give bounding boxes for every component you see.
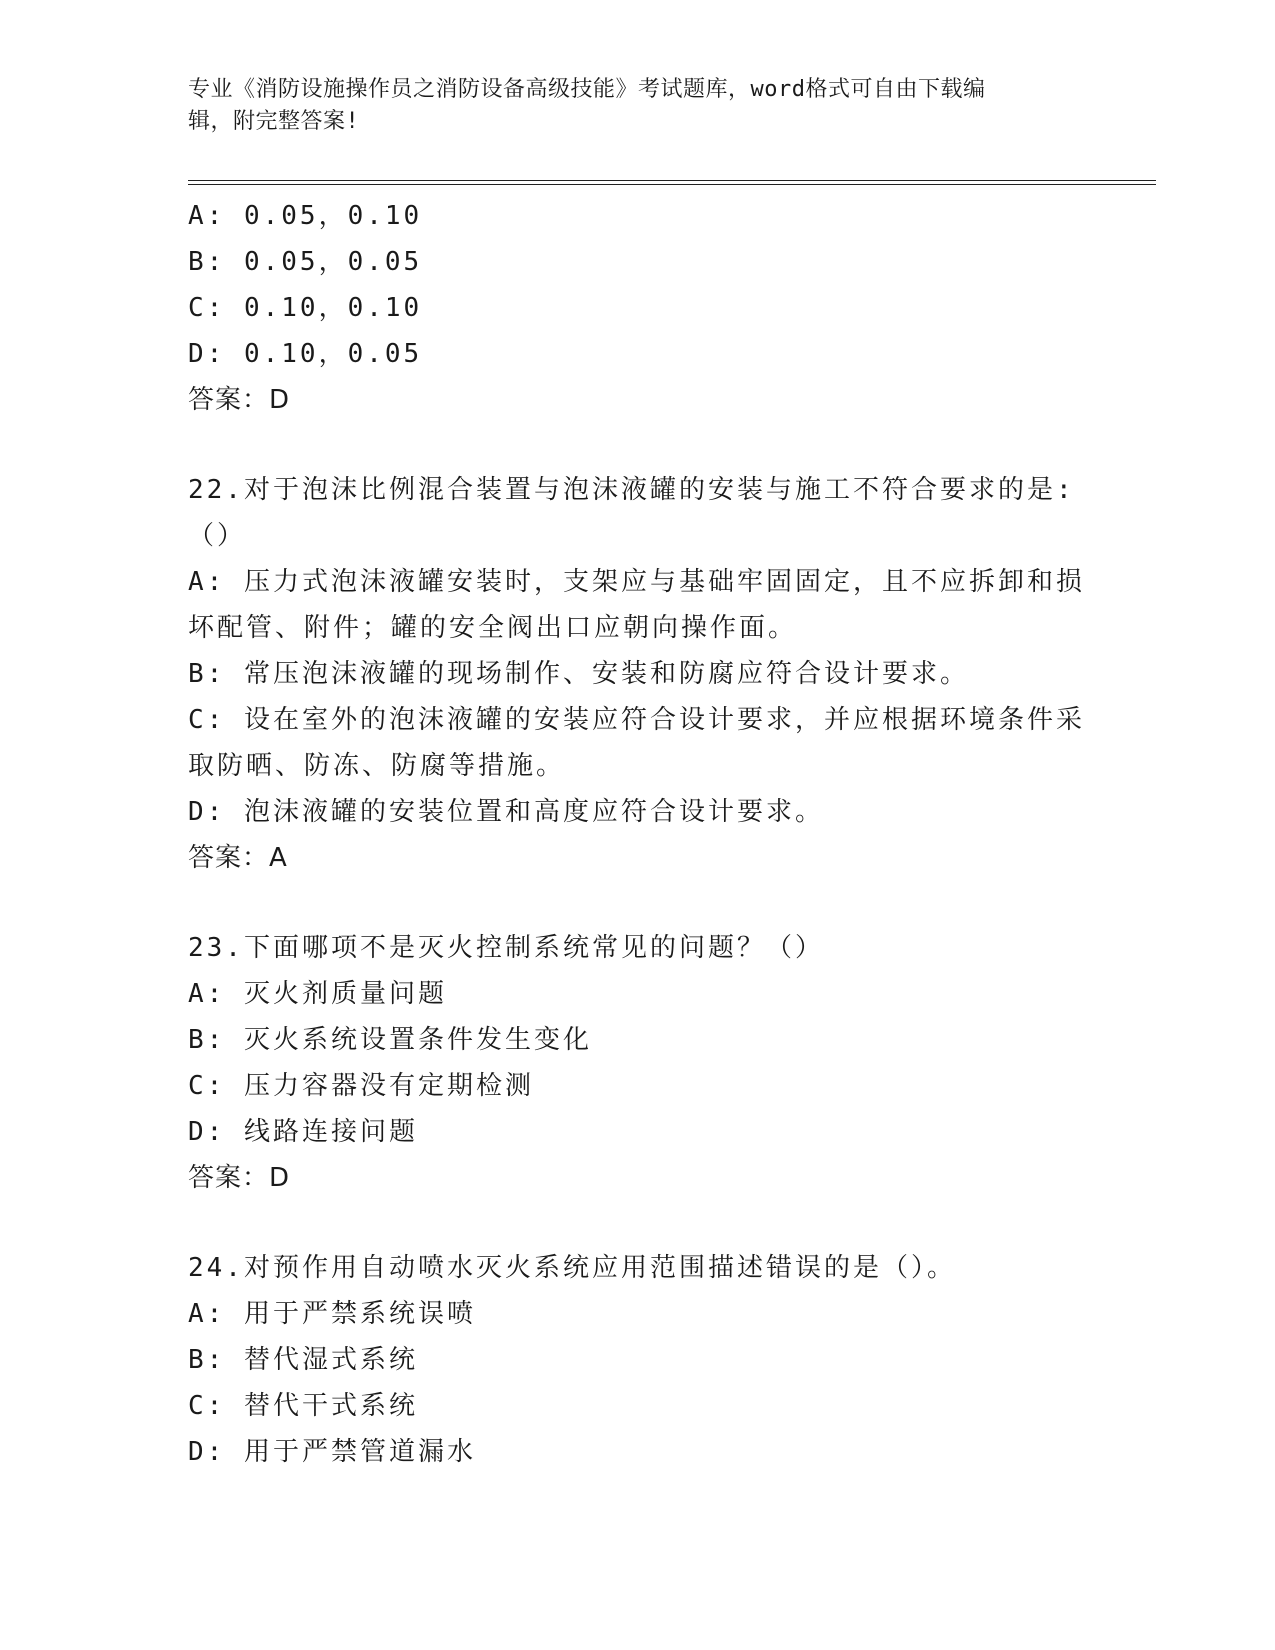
option-c-continued: 取防晒、防冻、防腐等措施。 (188, 751, 566, 781)
spacer (188, 881, 1088, 925)
header-line-1: 专业《消防设施操作员之消防设备高级技能》考试题库，word格式可自由下载编 (188, 77, 986, 102)
option-a-continued: 坏配管、附件；罐的安全阀出口应朝向操作面。 (188, 613, 798, 643)
option-a: A: 灭火剂质量问题 (188, 979, 447, 1009)
question-stem: 22.对于泡沫比例混合装置与泡沫液罐的安装与施工不符合要求的是: (188, 475, 1075, 505)
option-d: D: 0.10，0.05 (188, 339, 423, 369)
question-stem: 24.对预作用自动喷水灭火系统应用范围描述错误的是（）。 (188, 1253, 956, 1283)
document-header (188, 74, 1078, 138)
question-list (188, 193, 1088, 1475)
header-divider-top (188, 180, 1156, 181)
option-b: B: 替代湿式系统 (188, 1345, 418, 1375)
option-a: A: 压力式泡沫液罐安装时，支架应与基础牢固固定，且不应拆卸和损 (188, 567, 1085, 597)
header-line-2: 辑，附完整答案! (188, 109, 360, 134)
answer: 答案：D (188, 1163, 291, 1193)
option-c: C: 替代干式系统 (188, 1391, 418, 1421)
spacer (188, 423, 1088, 467)
question-23-block (188, 925, 1088, 1201)
question-21-block (188, 193, 1088, 423)
option-c: C: 压力容器没有定期检测 (188, 1071, 534, 1101)
option-c: C: 0.10，0.10 (188, 293, 423, 323)
question-stem-continued: （） (188, 521, 247, 551)
option-a: A: 用于严禁系统误喷 (188, 1299, 476, 1329)
option-d: D: 用于严禁管道漏水 (188, 1437, 476, 1467)
answer: 答案：A (188, 843, 288, 873)
option-d: D: 线路连接问题 (188, 1117, 418, 1147)
answer: 答案：D (188, 385, 291, 415)
option-c: C: 设在室外的泡沫液罐的安装应符合设计要求，并应根据环境条件采 (188, 705, 1085, 735)
question-22-block (188, 467, 1088, 881)
question-stem: 23.下面哪项不是灭火控制系统常见的问题？（） (188, 933, 824, 963)
header-divider-bottom (188, 184, 1156, 185)
option-b: B: 灭火系统设置条件发生变化 (188, 1025, 592, 1055)
option-a: A: 0.05，0.10 (188, 201, 423, 231)
spacer (188, 1201, 1088, 1245)
question-24-block (188, 1245, 1088, 1475)
option-b: B: 0.05，0.05 (188, 247, 423, 277)
option-d: D: 泡沫液罐的安装位置和高度应符合设计要求。 (188, 797, 824, 827)
option-b: B: 常压泡沫液罐的现场制作、安装和防腐应符合设计要求。 (188, 659, 969, 689)
